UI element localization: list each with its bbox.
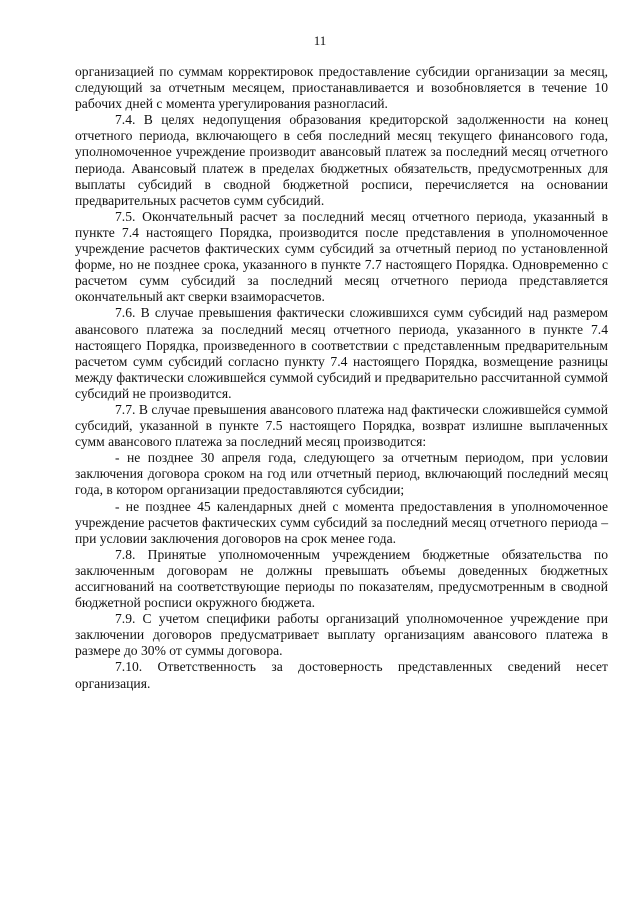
paragraph-7-7-item-1: - не позднее 30 апреля года, следующего за отчетным периодом, при условии заключения договора сроком на год или отчетный период, включающий последний месяц года, в котором организации предоставляются субсидии; xyxy=(75,450,608,498)
paragraph-continuation: организацией по суммам корректировок предоставление субсидии организации за месяц, следующий за отчетным месяцем, приостанавливается и возобновляется в течение 10 рабочих дней с момента урегулирования разногласий. xyxy=(75,64,608,112)
paragraph-7-8: 7.8. Принятые уполномоченным учреждением бюджетные обязательства по заключенным договорам не должны превышать объемы доведенных бюджетных ассигнований на соответствующие периоды по показателям, предусмотренным в сводной бюджетной росписи окружного бюджета. xyxy=(75,546,608,611)
paragraph-7-7-item-2: - не позднее 45 календарных дней с момента предоставления в уполномоченное учреждение расчетов фактических сумм субсидий за последний месяц отчетного периода – при условии заключения договоров на срок менее года. xyxy=(75,498,608,546)
paragraph-7-5: 7.5. Окончательный расчет за последний месяц отчетного периода, указанный в пункте 7.4 настоящего Порядка, производится после представления в уполномоченное учреждение расчетов фактических сумм субсидий за отчетный период по установленной форме, но не позднее срока, указанного в пункте 7.7 настоящего Порядка. Одновременно с расчетом сумм субсидий за последний месяц отчетного периода представляется окончательный акт сверки взаиморасчетов. xyxy=(75,208,608,305)
paragraph-7-10: 7.10. Ответственность за достоверность представленных сведений несет организация. xyxy=(75,659,608,691)
page-number: 11 xyxy=(313,33,327,48)
paragraph-7-6: 7.6. В случае превышения фактически сложившихся сумм субсидий над размером авансового платежа за последний месяц отчетного периода, указанного в пункте 7.4 настоящего Порядка, произведенного в соответствии с представленным предварительным расчетом сумм субсидий согласно пункту 7.4 настоящего Порядка, возмещение разницы между фактически сложившейся суммой субсидий и предварительно рассчитанной суммой субсидий не производится. xyxy=(75,305,608,401)
paragraph-7-4: 7.4. В целях недопущения образования кредиторской задолженности на конец отчетного периода, включающего в себя последний месяц текущего финансового года, уполномоченное учреждение производит авансовый платеж за последний месяц отчетного периода. Авансовый платеж в пределах бюджетных обязательств, предусмотренных для выплаты субсидий в сводной бюджетной росписи, перечисляется на основании предварительных расчетов сумм субсидий. xyxy=(75,112,608,208)
document-body xyxy=(75,64,608,692)
paragraph-7-9: 7.9. С учетом специфики работы организаций уполномоченное учреждение при заключении договоров предусматривает выплату организациям авансового платежа в размере до 30% от суммы договора. xyxy=(75,611,608,659)
paragraph-7-7: 7.7. В случае превышения авансового платежа над фактически сложившейся суммой субсидий, указанной в пункте 7.5 настоящего Порядка, возврат излишне выплаченных сумм авансового платежа за последний месяц производится: xyxy=(75,401,608,450)
